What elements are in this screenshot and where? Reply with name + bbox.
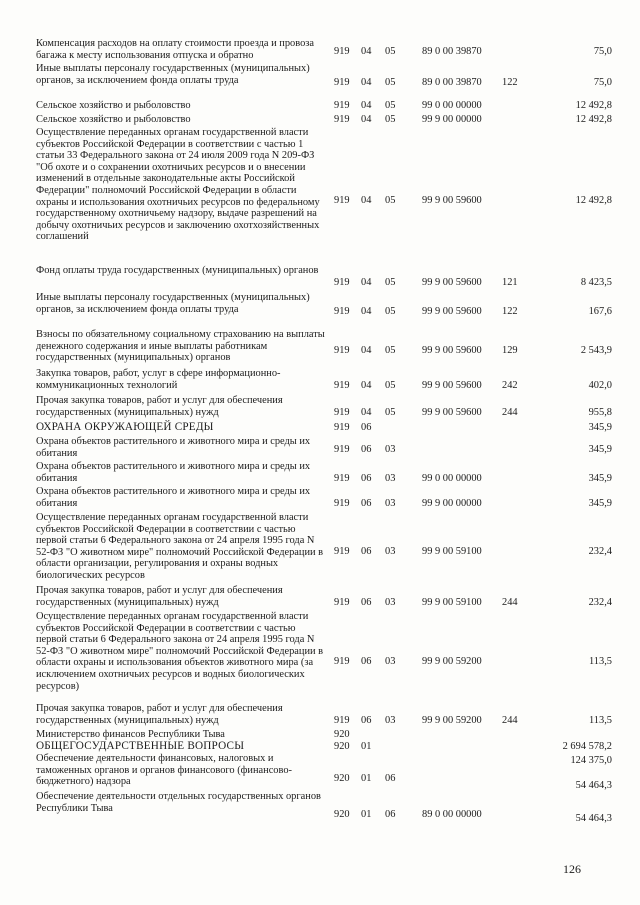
row-sum: 2 543,9 (580, 345, 612, 356)
row-rz: 06 (361, 546, 372, 557)
row-sum: 12 492,8 (575, 100, 612, 111)
table-row (0, 38, 640, 62)
row-sum: 54 464,3 (575, 813, 612, 824)
table-row (0, 395, 640, 420)
row-name: Закупка товаров, работ, услуг в сфере информационно-коммуникационных технологий (36, 368, 281, 391)
row-name: Сельское хозяйство и рыболовство (36, 114, 191, 125)
row-pr: 03 (385, 444, 396, 455)
row-grbs: 919 (334, 407, 350, 418)
row-sum: 75,0 (593, 77, 612, 88)
row-name: Осуществление переданных органам государственной власти субъектов Российской Федерации в соответствии с частью первой статьи 6 Федерального закона от 24 апреля 1995 года N 52-ФЗ "О животном мире" полномочий Российской Федерации в области охраны и использования объектов животного мира (за исключением охотничьих ресурсов и водных биологических ресурсов) (36, 611, 324, 692)
row-rz: 04 (361, 46, 372, 57)
table-row (0, 100, 640, 112)
row-name: Обеспечение деятельности финансовых, налоговых и таможенных органов и органов финансового (финансово-бюджетного) надзора (36, 753, 292, 788)
row-rz: 06 (361, 656, 372, 667)
row-pr: 05 (385, 277, 396, 288)
row-rz: 04 (361, 77, 372, 88)
row-rz: 06 (361, 498, 372, 509)
row-name: Иные выплаты персоналу государственных (муниципальных) органов, за исключением фонда оплаты труда (36, 292, 310, 315)
table-row (0, 292, 640, 326)
row-grbs: 920 (334, 729, 350, 740)
row-sum: 12 492,8 (575, 195, 612, 206)
row-sum: 75,0 (593, 46, 612, 57)
row-vr: 129 (502, 345, 518, 356)
row-grbs: 919 (334, 100, 350, 111)
row-sum: 8 423,5 (580, 277, 612, 288)
table-row (0, 791, 640, 827)
row-name: Осуществление переданных органам государственной власти субъектов Российской Федерации в соответствии с частью первой статьи 6 Федерального закона от 24 апреля 1995 года N 52-ФЗ "О животном мире" полномочий Российской Федерации в области организации, регулирования и охраны водных биологических ресурсов (36, 512, 324, 581)
row-sum: 232,4 (588, 546, 612, 557)
row-pr: 06 (385, 773, 396, 784)
row-sum: 113,5 (589, 656, 612, 667)
table-row (0, 512, 640, 582)
row-pr: 05 (385, 345, 396, 356)
row-csr: 99 9 00 00000 (422, 114, 482, 125)
row-grbs: 919 (334, 656, 350, 667)
row-csr: 99 9 00 59600 (422, 345, 482, 356)
row-grbs: 919 (334, 380, 350, 391)
row-rz: 06 (361, 597, 372, 608)
row-pr: 05 (385, 195, 396, 206)
row-pr: 05 (385, 380, 396, 391)
row-csr: 99 9 00 59600 (422, 195, 482, 206)
row-sum: 167,6 (588, 306, 612, 317)
row-grbs: 919 (334, 597, 350, 608)
row-csr: 89 0 00 00000 (422, 809, 482, 820)
row-pr: 06 (385, 809, 396, 820)
table-row (0, 780, 640, 791)
row-csr: 99 0 00 00000 (422, 473, 482, 484)
row-grbs: 919 (334, 498, 350, 509)
row-rz: 06 (361, 444, 372, 455)
row-csr: 99 9 00 59100 (422, 597, 482, 608)
table-row (0, 486, 640, 510)
row-pr: 05 (385, 46, 396, 57)
table-row (0, 703, 640, 728)
row-sum: 232,4 (588, 597, 612, 608)
table-row (0, 265, 640, 290)
row-rz: 04 (361, 100, 372, 111)
row-pr: 03 (385, 546, 396, 557)
row-pr: 03 (385, 715, 396, 726)
row-vr: 242 (502, 380, 518, 391)
row-csr: 99 0 00 00000 (422, 100, 482, 111)
row-rz: 06 (361, 422, 372, 433)
row-grbs: 920 (334, 773, 350, 784)
row-pr: 05 (385, 100, 396, 111)
row-csr: 99 9 00 59600 (422, 277, 482, 288)
row-name: Иные выплаты персоналу государственных (муниципальных) органов, за исключением фонда оплаты труда (36, 63, 310, 86)
table-row (0, 329, 640, 366)
row-rz: 01 (361, 809, 372, 820)
table-row (0, 611, 640, 699)
row-grbs: 919 (334, 345, 350, 356)
row-rz: 04 (361, 114, 372, 125)
row-rz: 01 (361, 773, 372, 784)
row-vr: 122 (502, 77, 518, 88)
row-name: ОХРАНА ОКРУЖАЮЩЕЙ СРЕДЫ (36, 421, 214, 433)
row-sum: 12 492,8 (575, 114, 612, 125)
row-rz: 06 (361, 715, 372, 726)
row-vr: 122 (502, 306, 518, 317)
row-grbs: 919 (334, 195, 350, 206)
row-name: Обеспечение деятельности отдельных государственных органов Республики Тыва (36, 791, 321, 814)
row-vr: 244 (502, 597, 518, 608)
row-sum: 124 375,0 (570, 755, 612, 766)
row-pr: 03 (385, 656, 396, 667)
row-grbs: 920 (334, 809, 350, 820)
row-rz: 06 (361, 473, 372, 484)
row-name: Взносы по обязательному социальному страхованию на выплаты денежного содержания и иные выплаты работникам государственных (муниципальных) органов (36, 329, 325, 364)
row-pr: 05 (385, 77, 396, 88)
row-pr: 05 (385, 407, 396, 418)
row-sum: 402,0 (588, 380, 612, 391)
table-row (0, 741, 640, 752)
row-csr: 99 9 00 59200 (422, 656, 482, 667)
row-pr: 03 (385, 473, 396, 484)
row-csr: 89 0 00 39870 (422, 77, 482, 88)
row-name: Прочая закупка товаров, работ и услуг для обеспечения государственных (муниципальных) нужд (36, 395, 283, 418)
row-grbs: 919 (334, 114, 350, 125)
row-name: Охрана объектов растительного и животного мира и среды их обитания (36, 461, 311, 484)
table-row (0, 63, 640, 97)
row-rz: 04 (361, 407, 372, 418)
row-grbs: 919 (334, 473, 350, 484)
row-grbs: 920 (334, 741, 350, 752)
row-pr: 05 (385, 114, 396, 125)
row-grbs: 919 (334, 306, 350, 317)
row-name: ОБЩЕГОСУДАРСТВЕННЫЕ ВОПРОСЫ (36, 740, 245, 752)
page-number: 126 (563, 862, 581, 876)
row-grbs: 919 (334, 444, 350, 455)
row-vr: 244 (502, 407, 518, 418)
row-grbs: 919 (334, 77, 350, 88)
row-name: Охрана объектов растительного и животного мира и среды их обитания (36, 436, 311, 459)
row-name: Министерство финансов Республики Тыва (36, 729, 225, 740)
row-pr: 03 (385, 498, 396, 509)
row-csr: 99 9 00 59600 (422, 306, 482, 317)
row-sum: 345,9 (588, 473, 612, 484)
row-name: Фонд оплаты труда государственных (муниципальных) органов (36, 265, 319, 276)
row-rz: 04 (361, 277, 372, 288)
table-row (0, 368, 640, 393)
row-rz: 04 (361, 195, 372, 206)
row-rz: 04 (361, 380, 372, 391)
row-sum: 2 694 578,2 (562, 741, 612, 752)
row-name: Охрана объектов растительного и животного мира и среды их обитания (36, 486, 311, 509)
row-rz: 04 (361, 306, 372, 317)
row-rz: 04 (361, 345, 372, 356)
row-pr: 03 (385, 597, 396, 608)
row-name: Прочая закупка товаров, работ и услуг для обеспечения государственных (муниципальных) нужд (36, 703, 283, 726)
table-row (0, 585, 640, 610)
row-sum: 345,9 (588, 422, 612, 433)
row-csr: 99 9 00 59600 (422, 380, 482, 391)
row-grbs: 919 (334, 422, 350, 433)
row-csr: 99 9 00 59200 (422, 715, 482, 726)
row-csr: 99 9 00 59100 (422, 546, 482, 557)
row-sum: 955,8 (588, 407, 612, 418)
row-vr: 121 (502, 277, 518, 288)
row-name: Компенсация расходов на оплату стоимости проезда и провоза багажа к месту использования отпуска и обратно (36, 38, 314, 61)
row-sum: 345,9 (588, 444, 612, 455)
table-row (0, 127, 640, 264)
table-row (0, 422, 640, 434)
table-row (0, 436, 640, 459)
row-csr: 89 0 00 39870 (422, 46, 482, 57)
row-grbs: 919 (334, 277, 350, 288)
row-vr: 244 (502, 715, 518, 726)
table-row (0, 461, 640, 485)
row-csr: 99 9 00 59600 (422, 407, 482, 418)
row-grbs: 919 (334, 546, 350, 557)
row-sum: 54 464,3 (575, 780, 612, 791)
row-name: Сельское хозяйство и рыболовство (36, 100, 191, 111)
row-sum: 113,5 (589, 715, 612, 726)
table-row (0, 114, 640, 126)
row-csr: 99 9 00 00000 (422, 498, 482, 509)
row-name: Прочая закупка товаров, работ и услуг для обеспечения государственных (муниципальных) нужд (36, 585, 283, 608)
row-grbs: 919 (334, 46, 350, 57)
row-pr: 05 (385, 306, 396, 317)
row-name: Осуществление переданных органам государственной власти субъектов Российской Федерации в соответствии с частью 1 статьи 33 Федерального закона от 24 июля 2009 года N 209-ФЗ "Об охоте и о сохранении охотничьих ресурсов и о внесении изменений в отдельные законодательные акты Российской Федерации" полномочий Российской Федерации в области охраны и использования охотничьих ресурсов по федеральному государственному охотничьему надзору, выдаче разрешений на добычу охотничьих ресурсов и заключению охотхозяйственных соглашений (36, 127, 320, 243)
row-grbs: 919 (334, 715, 350, 726)
row-sum: 345,9 (588, 498, 612, 509)
row-rz: 01 (361, 741, 372, 752)
